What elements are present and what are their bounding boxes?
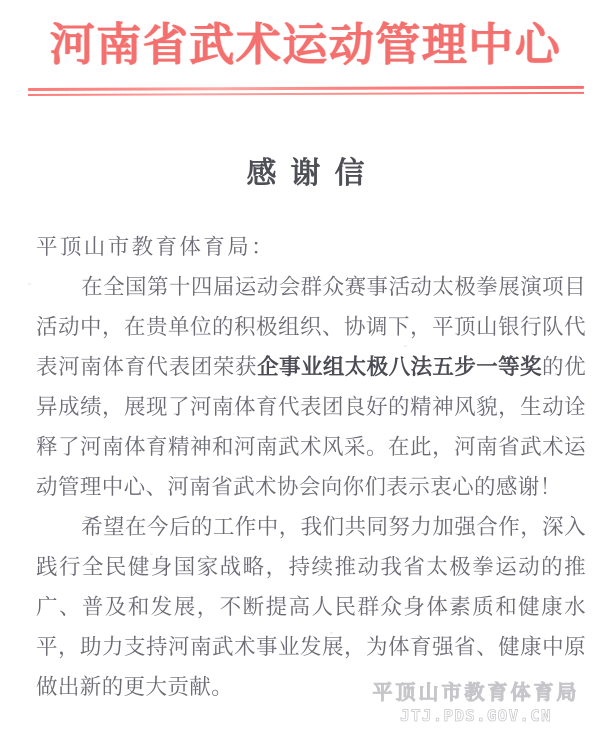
letterhead-organization-title: 河南省武术运动管理中心 (49, 18, 562, 71)
paragraph-list (36, 268, 586, 708)
emphasized-award-text: 企事业组太极八法五步一等奖 (257, 355, 542, 380)
letter-body (36, 228, 586, 708)
letterhead (0, 18, 611, 73)
document-title: 感谢信 (246, 156, 379, 191)
paragraph-text: 希望在今后的工作中，我们共同努力加强合作，深入践行全民健身国家战略，持续推动我省太极拳运动的推广、普及和发展，不断提高人民群众身体素质和健康水平，助力支持河南武术事业发展，为体育强省、健康中原做出新的更大贡献。 (36, 515, 586, 700)
watermark-organization: 平顶山市教育体育局 (372, 680, 580, 704)
letterhead-rule-thick (28, 86, 584, 91)
paragraph-2 (36, 508, 586, 708)
salutation: 平顶山市教育体育局： (36, 235, 276, 260)
paragraph-text: 在全国第十四届运动会群众赛事活动太极拳展演项目活动中，在贵单位的积极组织、协调下，平顶山银行队代表河南体育代表团荣获 (36, 275, 586, 380)
watermark-url: JTJ.PDS.GOV.CN (400, 706, 552, 725)
letterhead-rule-thin (28, 92, 584, 96)
paragraph-1 (36, 268, 586, 508)
letterhead-double-rule (28, 86, 584, 100)
paragraph-text: 的优异成绩，展现了河南体育代表团良好的精神风貌，生动诠释了河南体育精神和河南武术风采。在此，河南省武术运动管理中心、河南省武术协会向你们表示衷心的感谢！ (36, 355, 586, 500)
scan-speck (28, 283, 31, 285)
